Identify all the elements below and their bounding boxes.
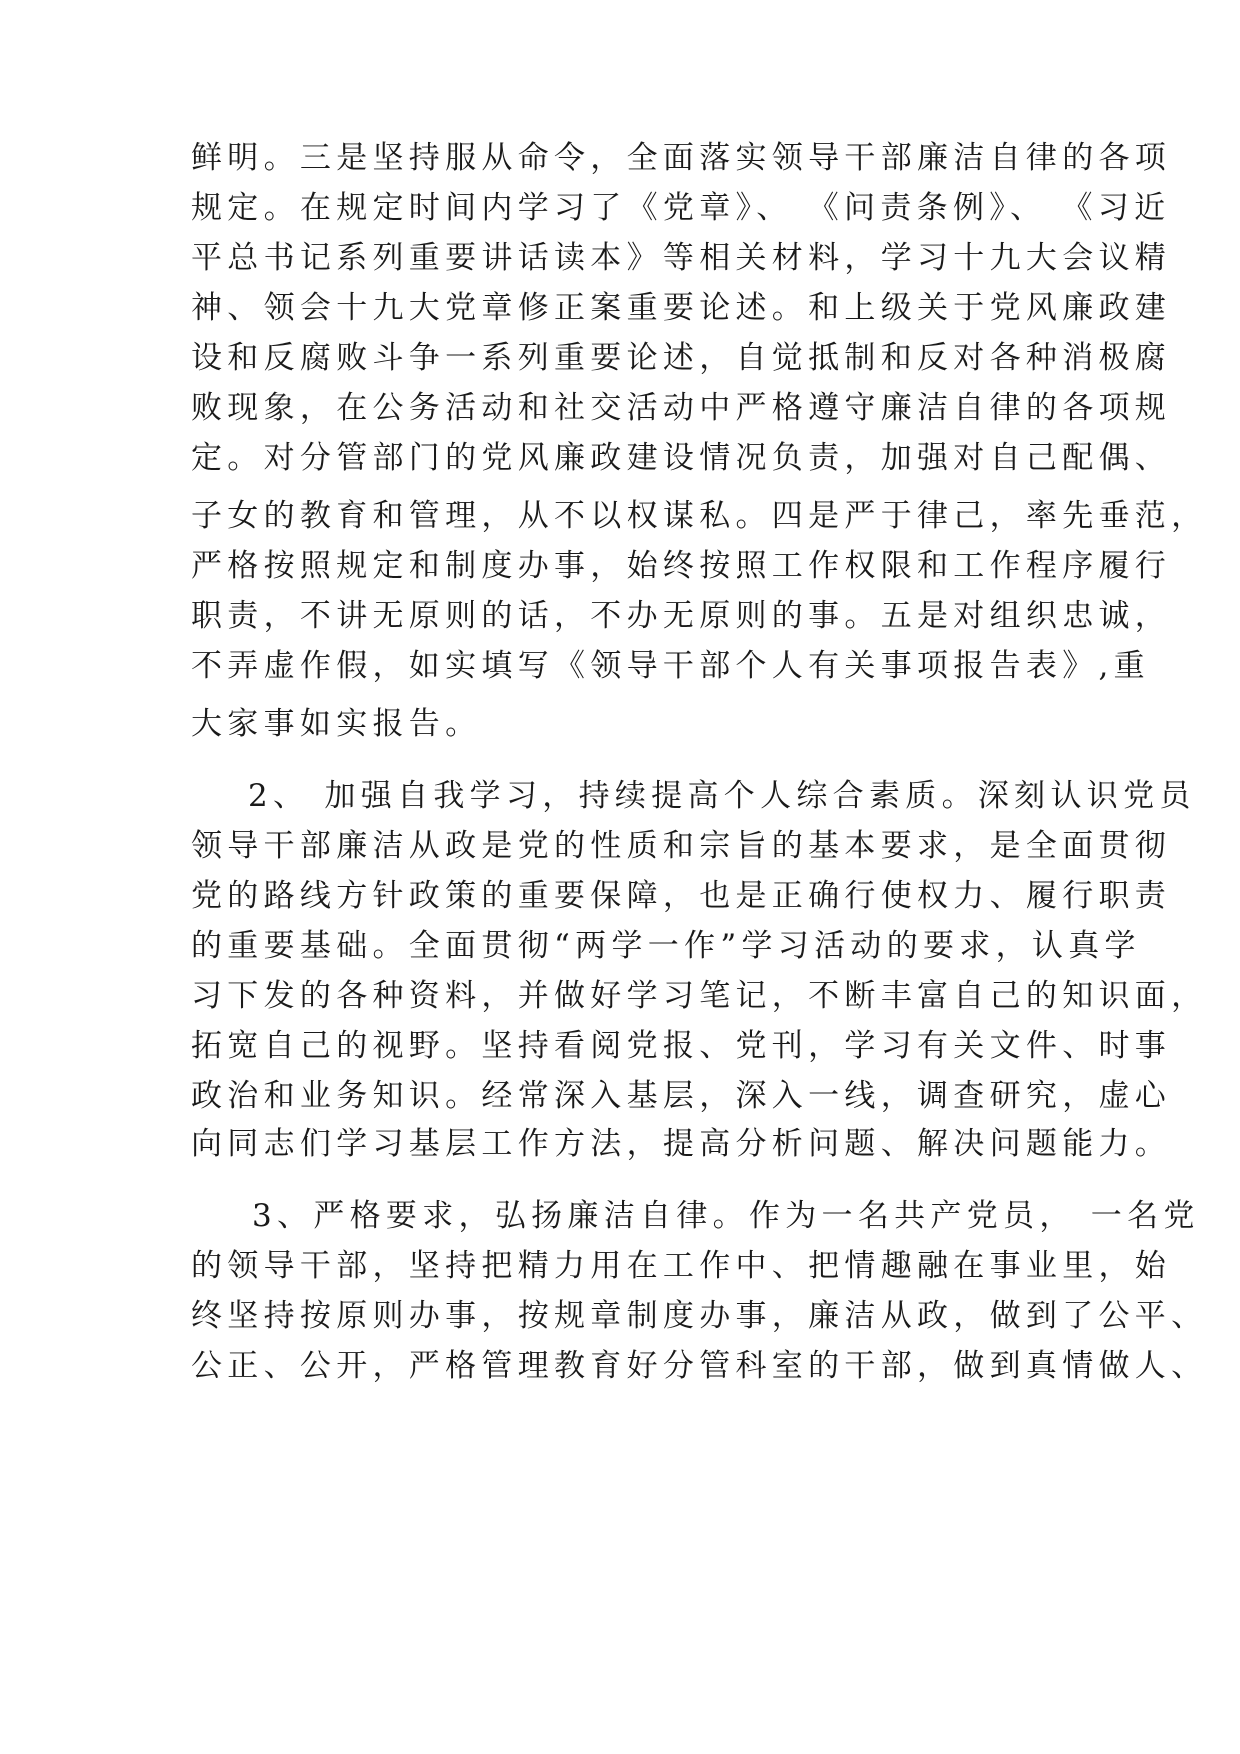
text-line: 不弄虚作假，如实填写《领导干部个人有关事项报告表》,重: [191, 648, 1150, 684]
text-line: 职责，不讲无原则的话，不办无原则的事。五是对组织忠诚，: [191, 598, 1172, 634]
text-line: 终坚持按原则办事，按规章制度办事，廉洁从政，做到了公平、: [191, 1298, 1208, 1334]
text-line: 领导干部廉洁从政是党的性质和宗旨的基本要求，是全面贯彻: [191, 828, 1172, 864]
text-line: 的领导干部，坚持把精力用在工作中、把情趣融在事业里，始: [191, 1248, 1172, 1284]
text-line: 拓宽自己的视野。坚持看阅党报、党刊，学习有关文件、时事: [191, 1028, 1172, 1064]
text-line: 败现象，在公务活动和社交活动中严格遵守廉洁自律的各项规: [191, 390, 1172, 426]
paragraph-3-first-line: 3、严格要求，弘扬廉洁自律。作为一名共产党员， 一名党: [252, 1198, 1200, 1234]
text-line: 鲜明。三是坚持服从命令，全面落实领导干部廉洁自律的各项: [191, 140, 1172, 176]
text-line: 大家事如实报告。: [191, 706, 482, 742]
text-line: 党的路线方针政策的重要保障，也是正确行使权力、履行职责: [191, 878, 1172, 914]
text-line: 平总书记系列重要讲话读本》等相关材料，学习十九大会议精: [191, 240, 1172, 276]
text-line: 设和反腐败斗争一系列重要论述，自觉抵制和反对各种消极腐: [191, 340, 1172, 376]
text-line: 向同志们学习基层工作方法，提高分析问题、解决问题能力。: [191, 1126, 1172, 1162]
text-line: 定。对分管部门的党风廉政建设情况负责，加强对自己配偶、: [191, 440, 1172, 476]
text-line: 政治和业务知识。经常深入基层，深入一线，调查研究，虚心: [191, 1078, 1172, 1114]
text-line: 子女的教育和管理，从不以权谋私。四是严于律己，率先垂范，: [191, 498, 1208, 534]
text-line: 神、领会十九大党章修正案重要论述。和上级关于党风廉政建: [191, 290, 1172, 326]
text-line: 严格按照规定和制度办事，始终按照工作权限和工作程序履行: [191, 548, 1172, 584]
text-line: 规定。在规定时间内学习了《党章》、 《问责条例》、 《习近: [191, 190, 1171, 226]
paragraph-2-first-line: 2、 加强自我学习，持续提高个人综合素质。深刻认识党员: [248, 778, 1196, 814]
text-line: 习下发的各种资料，并做好学习笔记，不断丰富自己的知识面，: [191, 978, 1208, 1014]
text-line: 的重要基础。全面贯彻“两学一作”学习活动的要求，认真学: [191, 928, 1141, 964]
text-line: 公正、公开，严格管理教育好分管科室的干部，做到真情做人、: [191, 1348, 1208, 1384]
